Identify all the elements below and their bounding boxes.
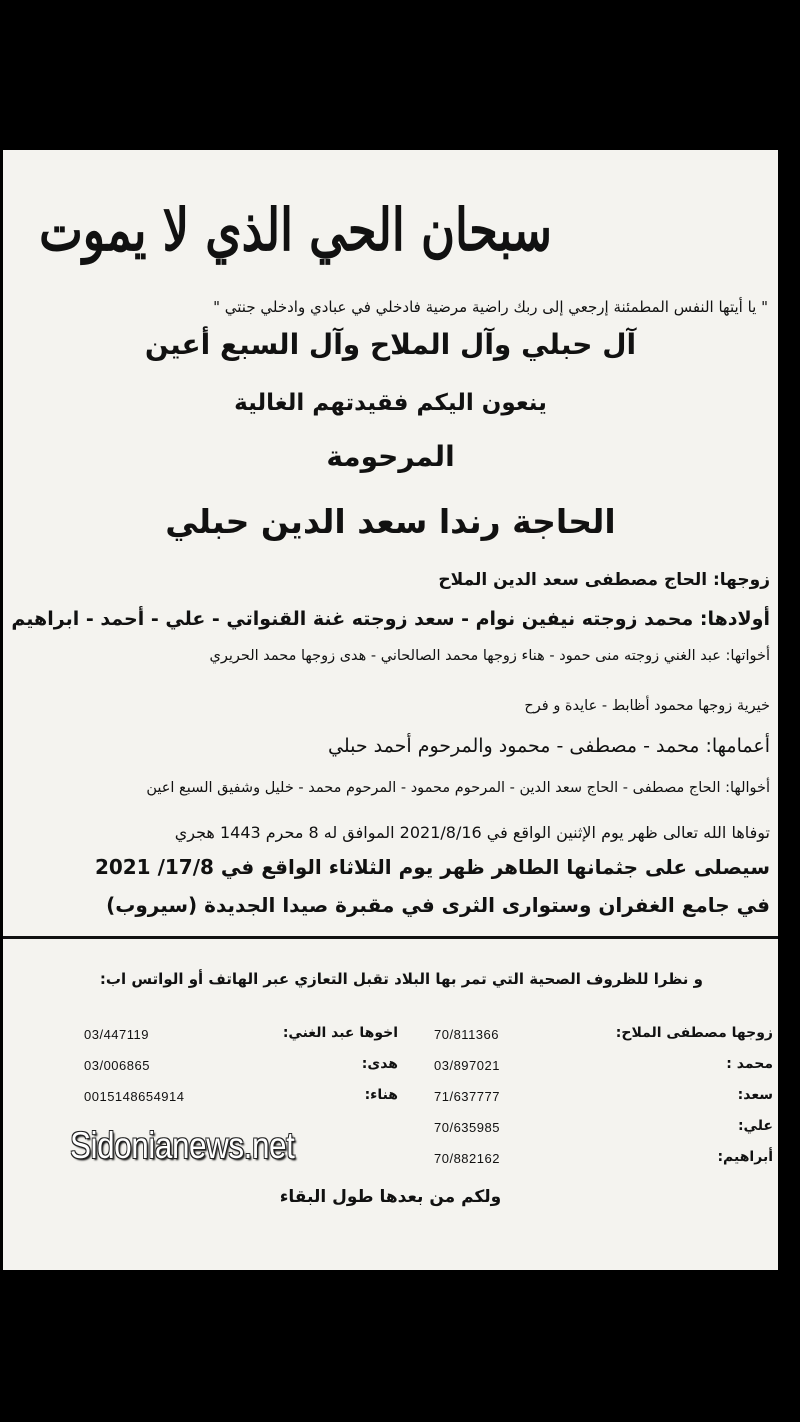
contact-phone: 70/635985 — [434, 1120, 500, 1135]
watermark-logo: Sidonianews.net — [70, 1125, 295, 1166]
contact-label: أبراهيم: — [717, 1149, 773, 1165]
contact-row — [428, 1056, 773, 1087]
late-title: المرحومة — [326, 440, 455, 473]
contact-label: اخوها عبد الغني: — [282, 1025, 398, 1041]
obituary-sheet — [3, 150, 778, 1270]
families-line: آل حبلي وآل الملاح وآل السبع أعين — [144, 328, 637, 361]
contact-phone: 03/897021 — [434, 1058, 500, 1073]
contact-row — [428, 1118, 773, 1149]
contact-label: هناء: — [364, 1087, 398, 1103]
contact-phone: 70/811366 — [434, 1027, 499, 1042]
prayer-line-1: سيصلى على جثمانها الطاهر ظهر يوم الثلاثاء الواقع في 17/8/ 2021 — [94, 855, 770, 879]
contact-label: علي: — [737, 1118, 773, 1134]
condolence-note: و نظرا للظروف الصحية التي تمر بها البلاد تقبل التعازي عبر الهاتف أو الواتس اب: — [99, 970, 703, 988]
contacts-left-column — [78, 1025, 398, 1118]
calligraphy-heading: سبحان الحي الذي لا يموت — [39, 196, 552, 264]
contact-row — [78, 1087, 398, 1118]
death-date-line: توفاها الله تعالى ظهر يوم الإثنين الواقع في 2021/8/16 الموافق له 8 محرم 1443 هجري — [174, 823, 770, 842]
contact-label: زوجها مصطفى الملاح: — [615, 1025, 773, 1041]
husband-line: زوجها: الحاج مصطفى سعد الدين الملاح — [438, 570, 770, 590]
contact-phone: 71/637777 — [434, 1089, 500, 1104]
sons-line: أولادها: محمد زوجته نيفين نوام - سعد زوجته غنة القنواتي - علي - أحمد - ابراهيم — [11, 608, 770, 630]
contact-row — [428, 1149, 773, 1180]
paternal-uncles-line: أعمامها: محمد - مصطفى - محمود والمرحوم أحمد حبلي — [328, 735, 770, 757]
maternal-uncles-line: أخوالها: الحاج مصطفى - الحاج سعد الدين - المرحوم محمود - المرحوم محمد - خليل وشفيق السبع اعين — [146, 780, 770, 796]
contact-label: سعد: — [737, 1087, 773, 1103]
deceased-name: الحاجة رندا سعد الدين حبلي — [165, 502, 616, 541]
contact-phone: 70/882162 — [434, 1151, 500, 1166]
contact-row — [78, 1056, 398, 1087]
contacts-right-column — [428, 1025, 773, 1180]
contact-label: هدى: — [361, 1056, 398, 1072]
contact-row — [78, 1025, 398, 1056]
contact-label: محمد : — [726, 1056, 773, 1072]
siblings-line: أخواتها: عبد الغني زوجته منى حمود - هناء زوجها محمد الصالحاني - هدى زوجها محمد الحريري — [209, 648, 770, 664]
prayer-line-2: في جامع الغفران وستوارى الثرى في مقبرة صيدا الجديدة (سيروب) — [106, 893, 770, 917]
divider — [3, 936, 778, 939]
contact-phone: 0015148654914 — [84, 1089, 185, 1104]
siblings-line-2: خيرية زوجها محمود أظابط - عايدة و فرح — [524, 698, 770, 714]
contact-phone: 03/447119 — [84, 1027, 149, 1042]
closing-line: ولكم من بعدها طول البقاء — [279, 1187, 502, 1207]
contact-row — [428, 1025, 773, 1056]
contact-row — [428, 1087, 773, 1118]
contact-phone: 03/006865 — [84, 1058, 150, 1073]
mourn-line: ينعون اليكم فقيدتهم الغالية — [234, 390, 547, 416]
quran-verse: " يا أيتها النفس المطمئنة إرجعي إلى ربك راضية مرضية فادخلي في عبادي وادخلي جنتي " — [213, 298, 768, 316]
